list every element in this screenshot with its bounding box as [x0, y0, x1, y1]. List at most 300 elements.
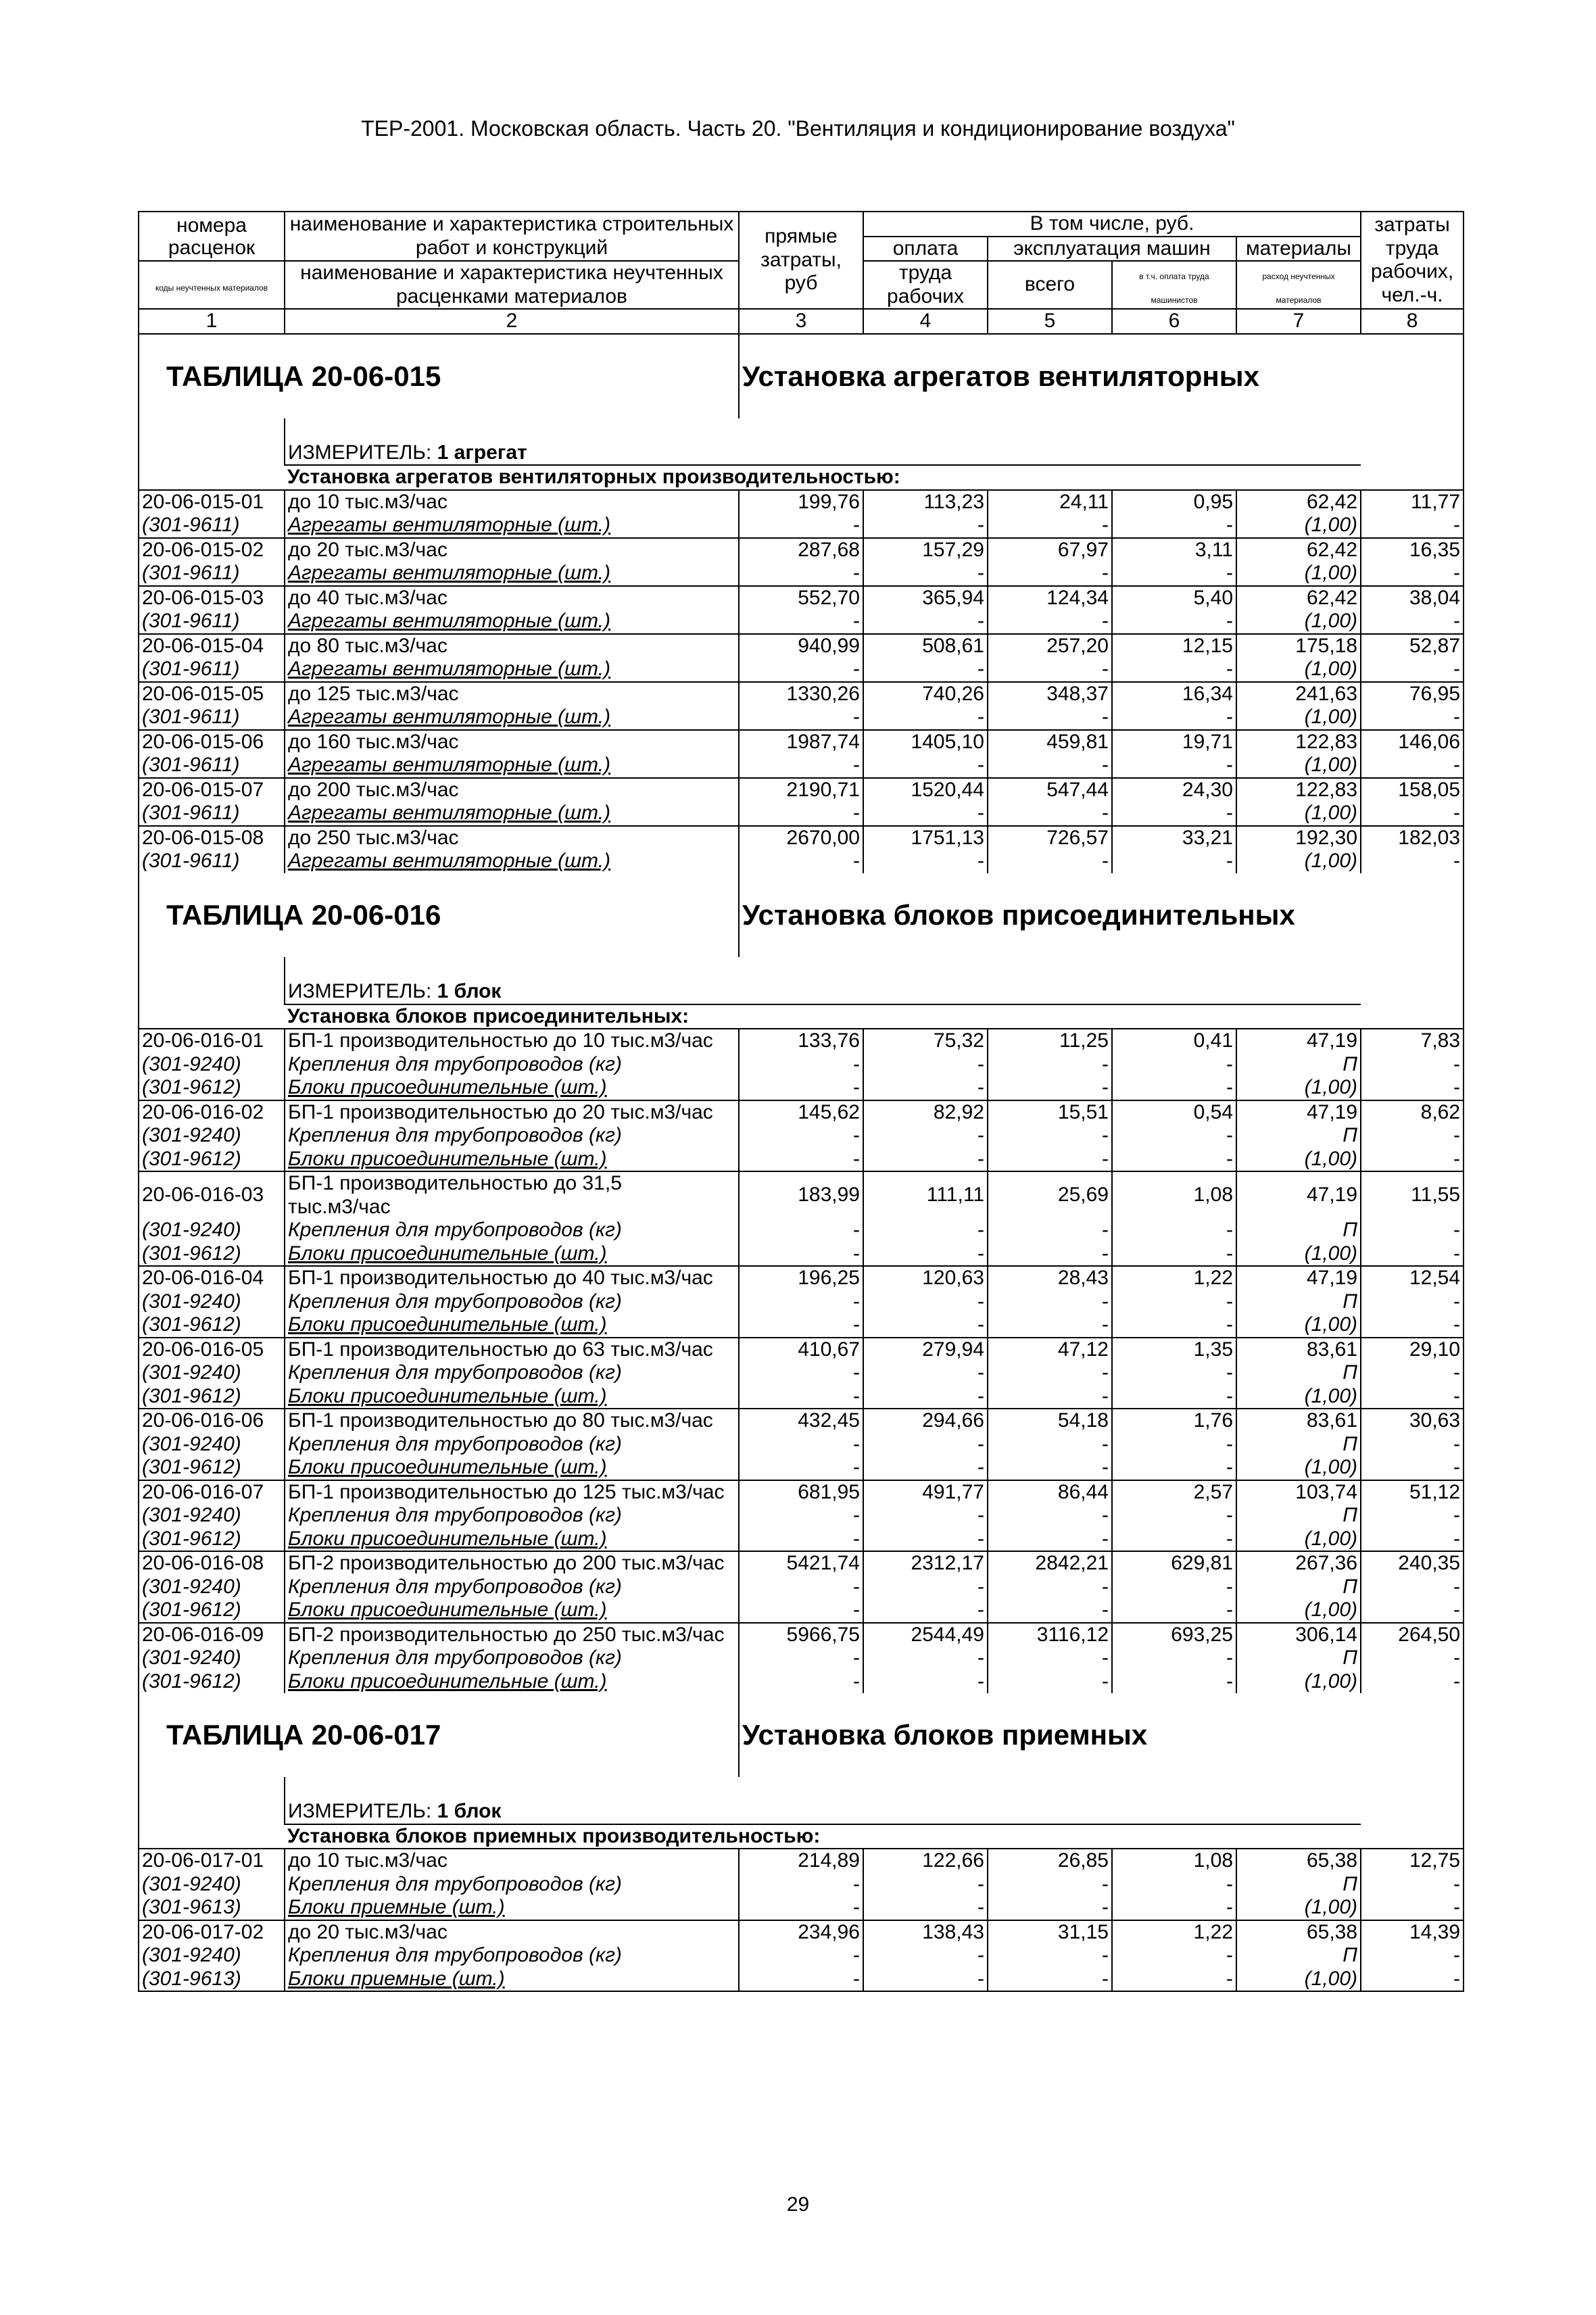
rate-name: [285, 586, 739, 610]
table-row: [139, 538, 1464, 562]
value-cell: -: [863, 1599, 988, 1623]
value-cell: (1,00): [1236, 1670, 1361, 1694]
value-cell: -: [739, 1148, 863, 1172]
value-cell: 62,42: [1236, 586, 1361, 610]
value-cell: 38,04: [1361, 586, 1464, 610]
material-name: Крепления для трубопроводов (кг): [285, 1219, 739, 1242]
value-cell: -: [1112, 1219, 1236, 1242]
value-cell: -: [739, 1576, 863, 1599]
value-cell: 11,55: [1361, 1171, 1464, 1219]
rate-name: [285, 1849, 739, 1873]
rate-name-text: до 125 тыс.м3/час: [288, 682, 459, 705]
material-row: [139, 1290, 1464, 1314]
value-cell: -: [1112, 1053, 1236, 1077]
material-name: Агрегаты вентиляторные (шт.): [285, 514, 739, 538]
value-cell: -: [863, 1361, 988, 1385]
material-name: Блоки присоединительные (шт.): [285, 1242, 739, 1267]
value-cell: -: [988, 1896, 1112, 1920]
value-cell: 0,41: [1112, 1029, 1236, 1053]
value-cell: -: [1361, 1896, 1464, 1920]
table-row: [139, 1551, 1464, 1576]
value-cell: -: [1112, 1361, 1236, 1385]
value-cell: -: [739, 1670, 863, 1694]
value-cell: -: [988, 1504, 1112, 1528]
group-spacer: [1361, 1824, 1464, 1849]
table-row: [139, 1409, 1464, 1433]
material-code: (301-9611): [139, 706, 285, 730]
page-number: 29: [786, 2193, 810, 2216]
col-num: 5: [988, 309, 1112, 334]
material-name: Крепления для трубопроводов (кг): [285, 1433, 739, 1457]
value-cell: -: [863, 706, 988, 730]
value-cell: -: [1112, 1148, 1236, 1172]
value-cell: 19,71: [1112, 730, 1236, 754]
value-cell: -: [988, 1647, 1112, 1670]
value-cell: -: [988, 1242, 1112, 1267]
value-cell: -: [988, 1528, 1112, 1552]
value-cell: 103,74: [1236, 1480, 1361, 1505]
value-cell: 432,45: [739, 1409, 863, 1433]
material-code: (301-9611): [139, 562, 285, 586]
value-cell: 31,15: [988, 1920, 1112, 1945]
value-cell: 113,23: [863, 490, 988, 514]
material-code: (301-9240): [139, 1433, 285, 1457]
value-cell: 158,05: [1361, 778, 1464, 802]
table-row: [139, 1266, 1464, 1290]
material-row: [139, 1873, 1464, 1897]
value-cell: 1,22: [1112, 1920, 1236, 1945]
value-cell: -: [1361, 1599, 1464, 1623]
value-cell: (1,00): [1236, 1148, 1361, 1172]
col-name-b1: наименование и характеристика неучтенных: [300, 262, 723, 284]
value-cell: (1,00): [1236, 754, 1361, 778]
material-code: (301-9611): [139, 850, 285, 873]
material-code: (301-9240): [139, 1576, 285, 1599]
value-cell: 1330,26: [739, 682, 863, 706]
value-cell: -: [1112, 1290, 1236, 1314]
value-cell: -: [1112, 514, 1236, 538]
value-cell: -: [1112, 1670, 1236, 1694]
group-row: [139, 1004, 1464, 1029]
rate-code: 20-06-015-01: [139, 490, 285, 514]
value-cell: 62,42: [1236, 538, 1361, 562]
material-code: (301-9612): [139, 1670, 285, 1694]
material-name: Крепления для трубопроводов (кг): [285, 1124, 739, 1148]
value-cell: -: [739, 1968, 863, 1992]
meter-value: 1 агрегат: [437, 441, 527, 464]
col-codes-header: [139, 212, 285, 261]
meter-prefix: ИЗМЕРИТЕЛЬ:: [288, 441, 437, 464]
value-cell: -: [988, 1219, 1112, 1242]
rate-name-text: до 20 тыс.м3/час: [288, 1920, 448, 1943]
value-cell: (1,00): [1236, 1599, 1361, 1623]
value-cell: П: [1236, 1433, 1361, 1457]
rate-code: 20-06-017-01: [139, 1849, 285, 1873]
rate-name-text: до 200 тыс.м3/час: [288, 778, 459, 801]
group-row: [139, 465, 1464, 490]
material-code: (301-9611): [139, 658, 285, 682]
meter-row: [139, 957, 1464, 1004]
value-cell: 1,22: [1112, 1266, 1236, 1290]
rate-name: [285, 730, 739, 754]
value-cell: 86,44: [988, 1480, 1112, 1505]
value-cell: -: [1361, 1242, 1464, 1267]
col-name-top: наименование и характеристика строительных: [289, 213, 734, 235]
rate-code: 20-06-015-05: [139, 682, 285, 706]
value-cell: 3,11: [1112, 538, 1236, 562]
rate-code: 20-06-016-01: [139, 1029, 285, 1053]
rate-name: [285, 778, 739, 802]
value-cell: 145,62: [739, 1100, 863, 1125]
value-cell: 62,42: [1236, 490, 1361, 514]
col-name-b2: расценками материалов: [396, 285, 627, 308]
value-cell: -: [1361, 1576, 1464, 1599]
value-cell: -: [988, 1076, 1112, 1100]
value-cell: П: [1236, 1219, 1361, 1242]
value-cell: -: [1361, 514, 1464, 538]
value-cell: (1,00): [1236, 610, 1361, 634]
value-cell: -: [863, 1504, 988, 1528]
value-cell: -: [1361, 1290, 1464, 1314]
col-codes-top: номера: [176, 214, 247, 237]
column-numbers: [139, 309, 1464, 334]
value-cell: 29,10: [1361, 1338, 1464, 1362]
col-num: 6: [1112, 309, 1236, 334]
value-cell: -: [739, 706, 863, 730]
value-cell: 122,66: [863, 1849, 988, 1873]
rate-name-text-2: тыс.м3/час: [288, 1195, 391, 1218]
value-cell: -: [1361, 1670, 1464, 1694]
rate-name: [285, 1551, 739, 1576]
material-row: [139, 1576, 1464, 1599]
group-label: Установка блоков присоединительных:: [285, 1004, 1361, 1029]
value-cell: -: [1361, 1313, 1464, 1338]
value-cell: -: [739, 1361, 863, 1385]
rate-name-text: БП-2 производительностью до 200 тыс.м3/час: [288, 1552, 725, 1575]
value-cell: 47,19: [1236, 1171, 1361, 1219]
table-row: [139, 586, 1464, 610]
value-cell: П: [1236, 1944, 1361, 1968]
material-row: [139, 1076, 1464, 1100]
value-cell: 82,92: [863, 1100, 988, 1125]
value-cell: 122,83: [1236, 730, 1361, 754]
material-code: (301-9240): [139, 1873, 285, 1897]
group-spacer: [1361, 465, 1464, 490]
value-cell: 111,11: [863, 1171, 988, 1219]
table-row: [139, 1480, 1464, 1505]
col-materials-unaccounted: расход неучтенных материалов: [1236, 261, 1361, 309]
value-cell: -: [1112, 1647, 1236, 1670]
material-code: (301-9613): [139, 1896, 285, 1920]
value-cell: 146,06: [1361, 730, 1464, 754]
value-cell: 0,95: [1112, 490, 1236, 514]
value-cell: -: [1112, 1433, 1236, 1457]
meter-prefix: ИЗМЕРИТЕЛЬ:: [288, 980, 437, 1003]
value-cell: -: [739, 850, 863, 873]
value-cell: 1987,74: [739, 730, 863, 754]
table-label: ТАБЛИЦА 20-06-015: [139, 334, 739, 418]
meter-prefix: ИЗМЕРИТЕЛЬ:: [288, 1800, 437, 1823]
value-cell: -: [988, 1670, 1112, 1694]
value-cell: -: [1361, 1076, 1464, 1100]
material-code: (301-9612): [139, 1242, 285, 1267]
value-cell: -: [1112, 562, 1236, 586]
value-cell: -: [988, 1385, 1112, 1409]
rate-name-text: до 250 тыс.м3/час: [288, 826, 459, 849]
value-cell: -: [863, 658, 988, 682]
value-cell: (1,00): [1236, 1076, 1361, 1100]
price-table: [138, 211, 1464, 1992]
value-cell: -: [863, 1968, 988, 1992]
value-cell: -: [1361, 562, 1464, 586]
value-cell: 65,38: [1236, 1920, 1361, 1945]
material-row: [139, 1053, 1464, 1077]
material-row: [139, 802, 1464, 826]
meter-value: 1 блок: [437, 1800, 502, 1823]
material-row: [139, 1968, 1464, 1992]
value-cell: -: [739, 1433, 863, 1457]
value-cell: 16,35: [1361, 538, 1464, 562]
value-cell: П: [1236, 1576, 1361, 1599]
value-cell: 2,57: [1112, 1480, 1236, 1505]
rate-name: [285, 1409, 739, 1433]
value-cell: 75,32: [863, 1029, 988, 1053]
value-cell: -: [988, 514, 1112, 538]
value-cell: 552,70: [739, 586, 863, 610]
value-cell: -: [863, 1576, 988, 1599]
value-cell: 47,12: [988, 1338, 1112, 1362]
material-name: Блоки присоединительные (шт.): [285, 1076, 739, 1100]
value-cell: -: [1112, 610, 1236, 634]
value-cell: 124,34: [988, 586, 1112, 610]
rate-name-text: до 80 тыс.м3/час: [288, 634, 448, 657]
value-cell: -: [863, 610, 988, 634]
rate-name-text: БП-2 производительностью до 250 тыс.м3/час: [288, 1623, 725, 1646]
value-cell: 940,99: [739, 634, 863, 658]
value-cell: -: [1361, 802, 1464, 826]
value-cell: -: [739, 1944, 863, 1968]
value-cell: -: [863, 1944, 988, 1968]
material-name: Крепления для трубопроводов (кг): [285, 1873, 739, 1897]
value-cell: -: [1361, 850, 1464, 873]
section-heading: [139, 873, 1464, 957]
value-cell: (1,00): [1236, 850, 1361, 873]
value-cell: 279,94: [863, 1338, 988, 1362]
value-cell: 192,30: [1236, 826, 1361, 850]
value-cell: -: [739, 1504, 863, 1528]
col-num: 4: [863, 309, 988, 334]
col-machinists-wages: в т.ч. оплата труда машинистов: [1112, 261, 1236, 309]
table-title: Установка агрегатов вентиляторных: [739, 334, 1464, 418]
col-materials-header: материалы: [1236, 237, 1361, 262]
material-row: [139, 706, 1464, 730]
value-cell: П: [1236, 1053, 1361, 1077]
material-code: (301-9240): [139, 1053, 285, 1077]
rate-code: 20-06-015-04: [139, 634, 285, 658]
value-cell: -: [1361, 1433, 1464, 1457]
value-cell: 267,36: [1236, 1551, 1361, 1576]
value-cell: 14,39: [1361, 1920, 1464, 1945]
value-cell: 8,62: [1361, 1100, 1464, 1125]
rate-code: 20-06-016-08: [139, 1551, 285, 1576]
value-cell: -: [863, 562, 988, 586]
value-cell: -: [863, 802, 988, 826]
value-cell: 410,67: [739, 1338, 863, 1362]
rate-code: 20-06-016-04: [139, 1266, 285, 1290]
value-cell: -: [988, 850, 1112, 873]
value-cell: 133,76: [739, 1029, 863, 1053]
value-cell: -: [863, 1148, 988, 1172]
value-cell: 5421,74: [739, 1551, 863, 1576]
value-cell: (1,00): [1236, 1896, 1361, 1920]
material-row: [139, 1361, 1464, 1385]
meter-spacer: [139, 1777, 285, 1824]
value-cell: -: [1112, 1504, 1236, 1528]
value-cell: -: [739, 1456, 863, 1480]
value-cell: -: [739, 1873, 863, 1897]
material-name: Крепления для трубопроводов (кг): [285, 1053, 739, 1077]
value-cell: 182,03: [1361, 826, 1464, 850]
material-row: [139, 1504, 1464, 1528]
material-code: (301-9611): [139, 514, 285, 538]
rate-name-text: БП-1 производительностью до 125 тыс.м3/час: [288, 1480, 725, 1503]
table-row: [139, 1849, 1464, 1873]
value-cell: -: [988, 802, 1112, 826]
value-cell: 508,61: [863, 634, 988, 658]
rate-name: [285, 1480, 739, 1505]
group-spacer: [139, 1004, 285, 1029]
value-cell: 12,15: [1112, 634, 1236, 658]
value-cell: -: [1112, 1576, 1236, 1599]
value-cell: (1,00): [1236, 1385, 1361, 1409]
section-heading: [139, 1693, 1464, 1777]
value-cell: -: [988, 706, 1112, 730]
value-cell: 67,97: [988, 538, 1112, 562]
material-row: [139, 850, 1464, 873]
value-cell: -: [863, 1076, 988, 1100]
rate-name: [285, 1623, 739, 1647]
value-cell: -: [863, 1670, 988, 1694]
value-cell: -: [988, 1124, 1112, 1148]
value-cell: 240,35: [1361, 1551, 1464, 1576]
material-row: [139, 1896, 1464, 1920]
meter-label: [285, 1777, 1464, 1824]
value-cell: -: [739, 754, 863, 778]
table-row: [139, 682, 1464, 706]
material-row: [139, 658, 1464, 682]
value-cell: -: [1361, 1148, 1464, 1172]
rate-name-text: БП-1 производительностью до 80 тыс.м3/час: [288, 1409, 713, 1432]
rate-name-text: до 160 тыс.м3/час: [288, 730, 459, 753]
rate-name-text: до 20 тыс.м3/час: [288, 538, 448, 561]
table-row: [139, 1100, 1464, 1125]
value-cell: П: [1236, 1504, 1361, 1528]
col-wages-bottom: труда рабочих: [863, 261, 988, 309]
value-cell: 348,37: [988, 682, 1112, 706]
value-cell: -: [1361, 1219, 1464, 1242]
value-cell: 199,76: [739, 490, 863, 514]
rate-name: [285, 682, 739, 706]
value-cell: -: [1112, 706, 1236, 730]
value-cell: (1,00): [1236, 1528, 1361, 1552]
value-cell: -: [1112, 1313, 1236, 1338]
value-cell: 30,63: [1361, 1409, 1464, 1433]
value-cell: (1,00): [1236, 1456, 1361, 1480]
value-cell: -: [739, 802, 863, 826]
material-code: (301-9612): [139, 1385, 285, 1409]
value-cell: 294,66: [863, 1409, 988, 1433]
value-cell: 47,19: [1236, 1029, 1361, 1053]
material-row: [139, 754, 1464, 778]
rate-code: 20-06-015-07: [139, 778, 285, 802]
material-row: [139, 1944, 1464, 1968]
value-cell: 196,25: [739, 1266, 863, 1290]
value-cell: 175,18: [1236, 634, 1361, 658]
value-cell: -: [1361, 1124, 1464, 1148]
value-cell: -: [1112, 802, 1236, 826]
value-cell: -: [988, 1944, 1112, 1968]
value-cell: -: [1361, 1456, 1464, 1480]
material-row: [139, 1219, 1464, 1242]
value-cell: П: [1236, 1647, 1361, 1670]
value-cell: 257,20: [988, 634, 1112, 658]
material-code: (301-9612): [139, 1456, 285, 1480]
value-cell: -: [739, 1896, 863, 1920]
material-name: Блоки присоединительные (шт.): [285, 1385, 739, 1409]
value-cell: -: [1361, 1873, 1464, 1897]
col-num: 7: [1236, 309, 1361, 334]
value-cell: 120,63: [863, 1266, 988, 1290]
value-cell: 1751,13: [863, 826, 988, 850]
group-header: В том числе, руб.: [863, 212, 1361, 237]
value-cell: 12,75: [1361, 1849, 1464, 1873]
material-row: [139, 1599, 1464, 1623]
value-cell: 76,95: [1361, 682, 1464, 706]
col-name-mid: работ и конструкций: [415, 236, 608, 259]
value-cell: -: [739, 514, 863, 538]
value-cell: -: [1112, 1873, 1236, 1897]
rate-name: [285, 1920, 739, 1945]
material-row: [139, 562, 1464, 586]
material-code: (301-9611): [139, 802, 285, 826]
value-cell: -: [988, 754, 1112, 778]
value-cell: 16,34: [1112, 682, 1236, 706]
value-cell: -: [988, 658, 1112, 682]
section-heading: [139, 334, 1464, 418]
rate-code: 20-06-016-02: [139, 1100, 285, 1125]
value-cell: -: [863, 1313, 988, 1338]
value-cell: 241,63: [1236, 682, 1361, 706]
value-cell: -: [988, 1873, 1112, 1897]
table-label: ТАБЛИЦА 20-06-016: [139, 873, 739, 957]
value-cell: -: [1361, 1385, 1464, 1409]
value-cell: -: [988, 1433, 1112, 1457]
col-name-header-top: [285, 212, 739, 261]
value-cell: 51,12: [1361, 1480, 1464, 1505]
value-cell: -: [1361, 1504, 1464, 1528]
table-row: [139, 1338, 1464, 1362]
rate-code: 20-06-016-07: [139, 1480, 285, 1505]
value-cell: -: [1112, 1124, 1236, 1148]
value-cell: -: [739, 562, 863, 586]
value-cell: 54,18: [988, 1409, 1112, 1433]
value-cell: 183,99: [739, 1171, 863, 1219]
value-cell: (1,00): [1236, 1242, 1361, 1267]
material-code: (301-9240): [139, 1290, 285, 1314]
col-num: 3: [739, 309, 863, 334]
value-cell: 52,87: [1361, 634, 1464, 658]
meter-row: [139, 1777, 1464, 1824]
